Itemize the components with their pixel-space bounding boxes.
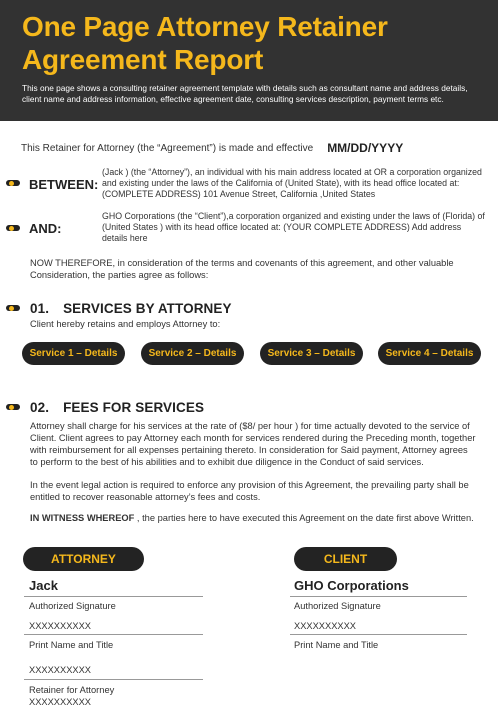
page-title <box>22 10 476 76</box>
divider <box>24 634 203 635</box>
bullet-dot-icon <box>6 225 20 231</box>
bullet-dot-icon <box>6 305 20 311</box>
attorney-print-name: Print Name and Title <box>29 640 114 650</box>
witness-bold: IN WITNESS WHEREOF <box>30 513 135 523</box>
attorney-auth-signature: Authorized Signature <box>29 601 116 611</box>
client-label-pill: CLIENT <box>294 547 397 571</box>
service-1-pill: Service 1 – Details <box>22 342 125 365</box>
bullet-dot-icon <box>6 180 20 186</box>
attorney-signature-value: XXXXXXXXXX <box>29 621 92 631</box>
section-title-text: SERVICES BY ATTORNEY <box>63 301 232 316</box>
client-print-name: Print Name and Title <box>294 640 379 650</box>
bullet-dot-icon <box>6 404 20 410</box>
section-services-title <box>30 301 232 316</box>
section-fees-title <box>30 400 204 415</box>
fees-paragraph-2: In the event legal action is required to enforce any provision of this Agreement, the prevailing party shall be entitled to recover reasonable attorney’s fees and costs. <box>30 480 469 502</box>
and-label: AND: <box>29 221 62 236</box>
between-text: (Jack ) (the “Attorney”), an individual with his main address located at OR a corporation organized and existing under the laws of the California of (United State), with its head office located at: (COMPLETE ADDRESS) 101 Avenue Street, California ,United States <box>102 167 482 199</box>
attorney-name: Jack <box>29 578 58 593</box>
divider <box>24 679 203 680</box>
now-therefore-paragraph: NOW THEREFORE, in consideration of the terms and covenants of this agreement, and other valuable Consideration, the parties agree as follows: <box>30 258 454 280</box>
between-label: BETWEEN: <box>29 177 99 192</box>
section-number: 01. <box>30 301 50 316</box>
section-title-text: FEES FOR SERVICES <box>63 400 205 415</box>
effective-row <box>21 141 481 155</box>
witness-rest: , the parties here to have executed this Agreement on the date first above Written. <box>134 513 474 523</box>
section-number: 02. <box>30 400 50 415</box>
divider <box>290 596 467 597</box>
header-banner <box>0 0 498 121</box>
service-2-pill: Service 2 – Details <box>141 342 244 365</box>
title-line-1: One Page Attorney Retainer <box>22 11 388 42</box>
effective-date: MM/DD/YYYY <box>327 141 404 155</box>
divider <box>24 596 203 597</box>
services-intro: Client hereby retains and employs Attorney to: <box>30 319 221 329</box>
attorney-retainer-value: XXXXXXXXXX <box>29 697 92 707</box>
attorney-label-pill: ATTORNEY <box>23 547 144 571</box>
service-3-pill: Service 3 – Details <box>260 342 363 365</box>
divider <box>290 634 467 635</box>
attorney-print-value: XXXXXXXXXX <box>29 665 92 675</box>
client-signature-value: XXXXXXXXXX <box>294 621 357 631</box>
title-line-2: Agreement Report <box>22 44 264 75</box>
client-name: GHO Corporations <box>294 578 409 593</box>
client-auth-signature: Authorized Signature <box>294 601 381 611</box>
attorney-retainer-label: Retainer for Attorney <box>29 685 115 695</box>
intro-text: This Retainer for Attorney (the “Agreement”) is made and effective <box>21 142 314 154</box>
witness-paragraph <box>30 512 478 524</box>
header-description: This one page shows a consulting retainer agreement template with details such as consultant name and address details, client name and address information, effective agreement date, consulting services description, payment terms etc. <box>22 83 468 104</box>
service-4-pill: Service 4 – Details <box>378 342 481 365</box>
and-text: GHO Corporations (the “Client”),a corporation organized and existing under the laws of (Florida) of (United States ) with its head office located at: (YOUR COMPLETE ADDRESS) Add address details here <box>102 211 485 243</box>
fees-paragraph-1: Attorney shall charge for his services at the rate of ($8/ per hour ) for time actually devoted to the service of Client. Client agrees to pay Attorney each month for services rendered during the Preceding month, together with reimbursement for all expenses pertaining thereto. In consideration for Said payment, Attorney agrees to perform to the best of his abilities and to exhibit due diligence in the Conduct of said services. <box>30 421 476 467</box>
